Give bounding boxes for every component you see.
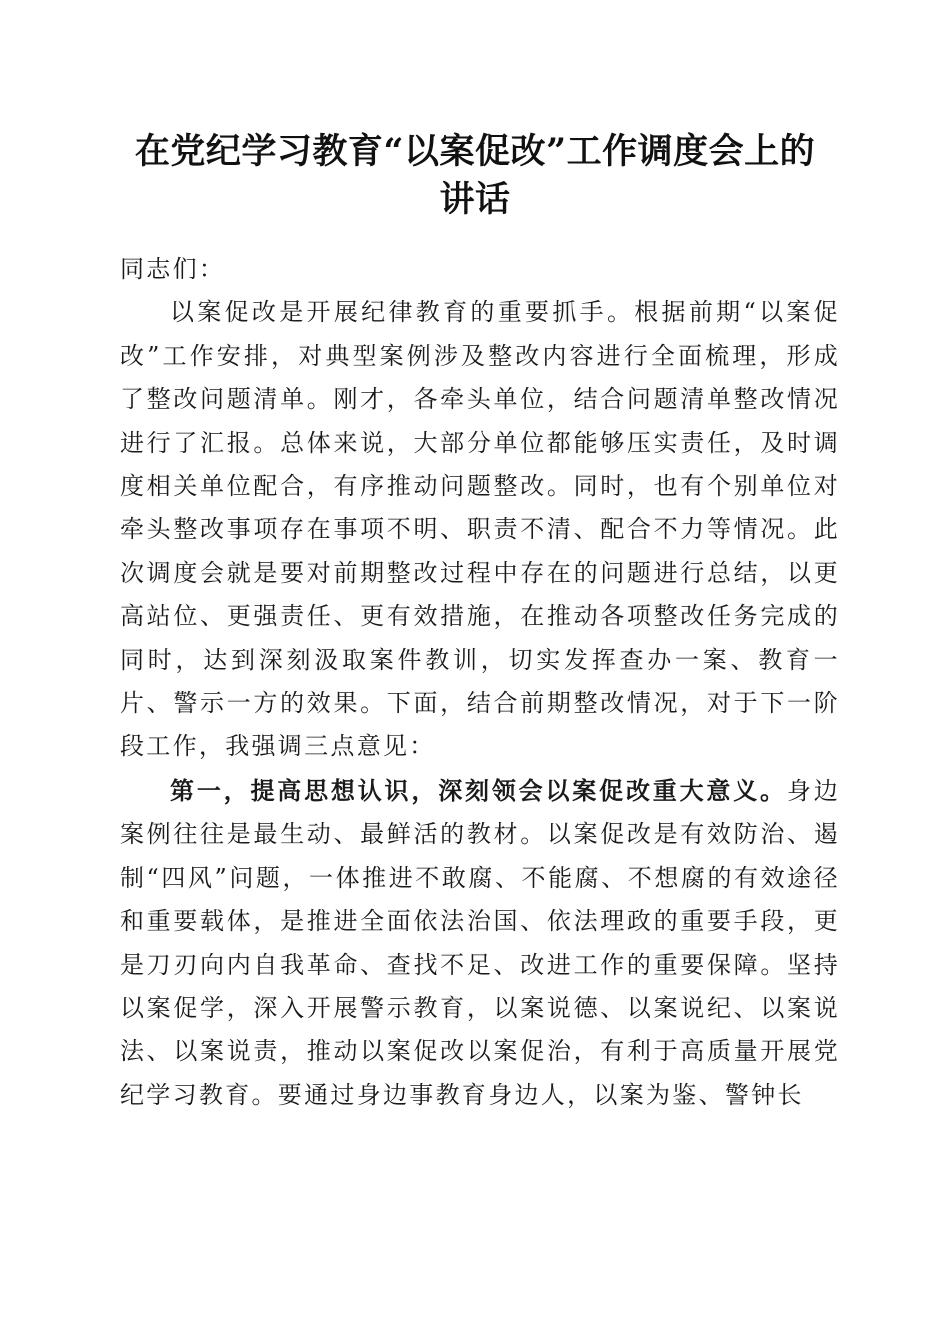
- title-line-2: 讲话: [439, 179, 511, 220]
- title-line-1: 在党纪学习教育“以案促改”工作调度会上的: [134, 131, 816, 172]
- paragraph-2-body: 身边案例往往是最生动、最鲜活的教材。以案促改是有效防治、遏制“四风”问题，一体推进不敢腐、不能腐、不想腐的有效途径和重要载体，是推进全面依法治国、依法理政的重要手段，更是刀刃向内自我革命、查找不足、改进工作的重要保障。坚持以案促学，深入开展警示教育，以案说德、以案说纪、以案说法、以案说责，推动以案促改以案促治，有利于高质量开展党纪学习教育。要通过身边事教育身边人，以案为鉴、警钟长: [120, 776, 840, 1109]
- document-title: [100, 128, 850, 224]
- document-body: [120, 248, 840, 1117]
- salutation: 同志们：: [120, 255, 226, 283]
- paragraph-2-lead: 第一，提高思想认识，深刻领会以案促改重大意义。: [170, 775, 787, 805]
- paragraph-2: [120, 769, 840, 1117]
- paragraph-1: 以案促改是开展纪律教育的重要抓手。根据前期“以案促改”工作安排，对典型案例涉及整改内容进行全面梳理，形成了整改问题清单。刚才，各牵头单位，结合问题清单整改情况进行了汇报。总体来说，大部分单位都能够压实责任，及时调度相关单位配合，有序推动问题整改。同时，也有个别单位对牵头整改事项存在事项不明、职责不清、配合不力等情况。此次调度会就是要对前期整改过程中存在的问题进行总结，以更高站位、更强责任、更有效措施，在推动各项整改任务完成的同时，达到深刻汲取案件教训，切实发挥查办一案、教育一片、警示一方的效果。下面，结合前期整改情况，对于下一阶段工作，我强调三点意见：: [120, 298, 840, 761]
